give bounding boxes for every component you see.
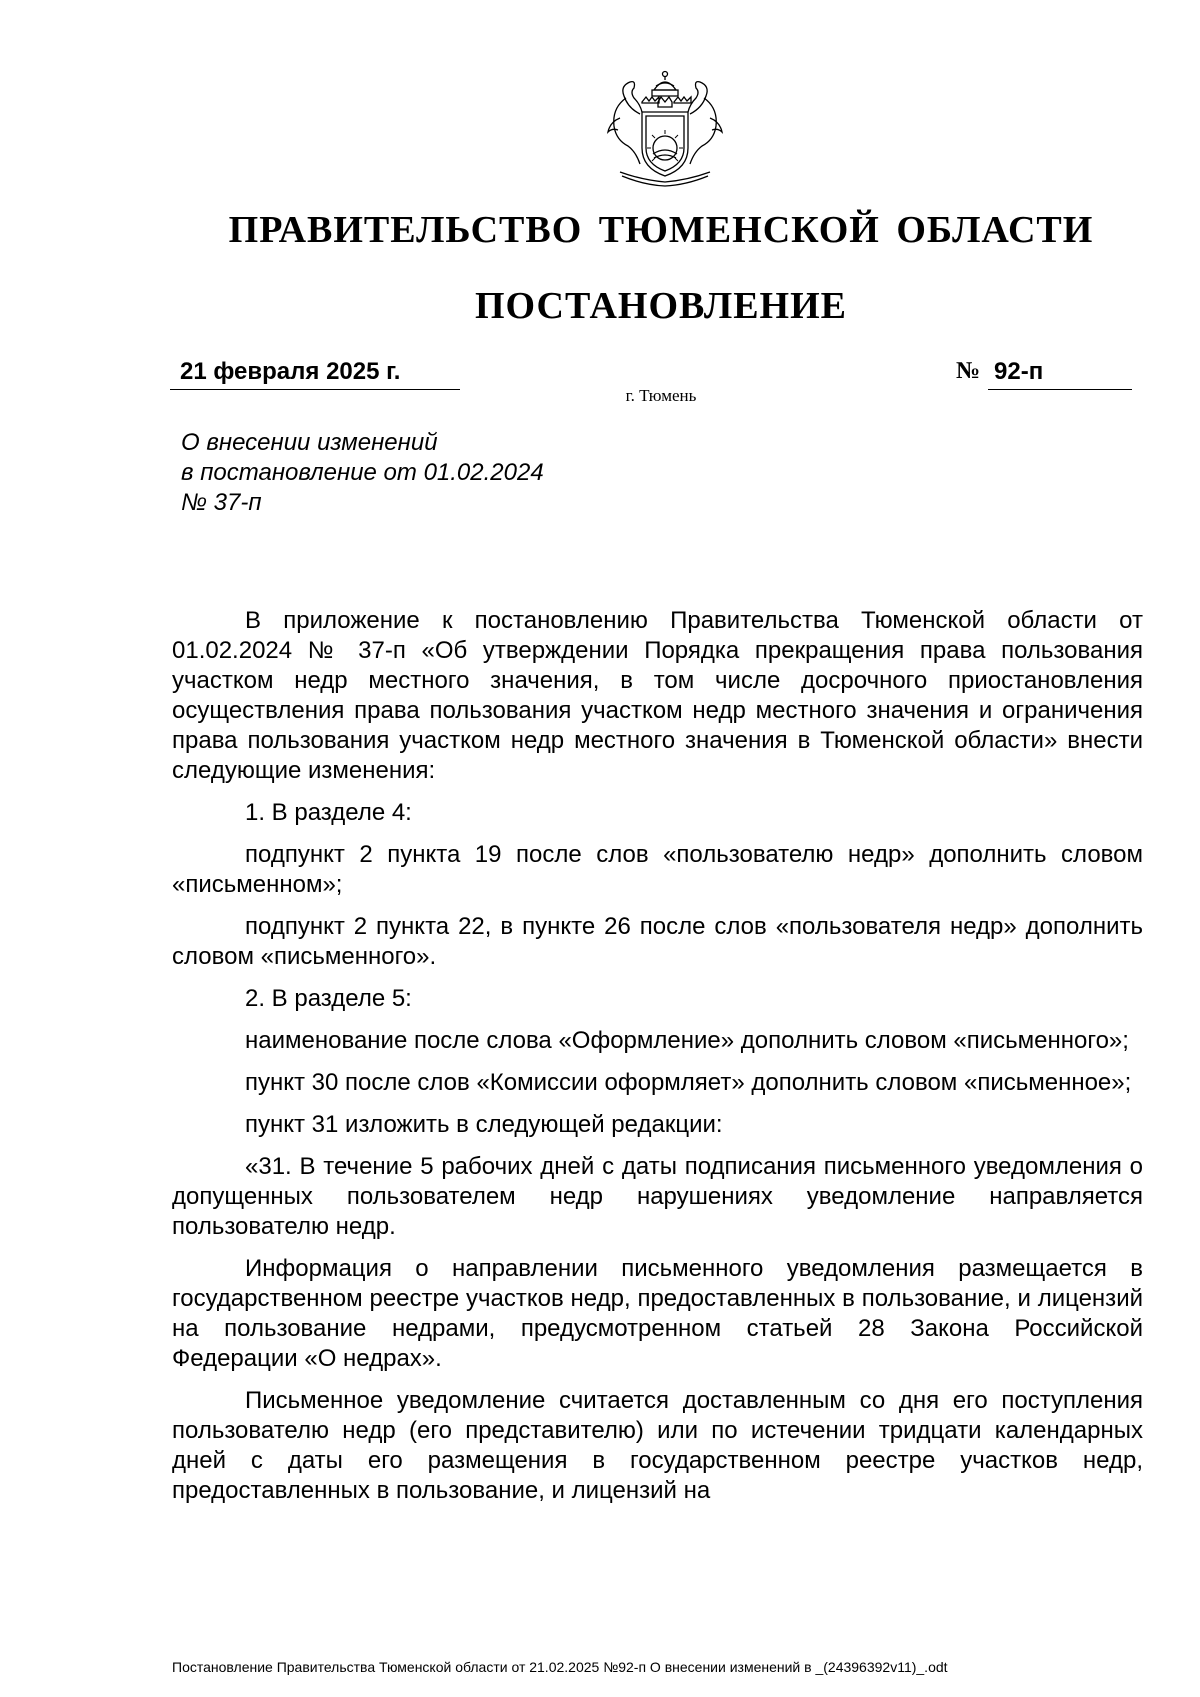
city-label: г. Тюмень (625, 386, 697, 405)
body-paragraph: наименование после слова «Оформление» дополнить словом «письменного»; (245, 1027, 1129, 1054)
organization-title: ПРАВИТЕЛЬСТВО ТЮМЕНСКОЙ ОБЛАСТИ (228, 209, 1094, 251)
number-label: № (956, 358, 981, 384)
body-paragraph: Письменное уведомление считается доставленным со дня его поступления пользователю недр (его представителю) или по истечении тридцати календарных дней с даты его размещения в государственном реестре участков недр, предоставленных в пользование, и лицензий на (172, 1387, 1143, 1504)
document-body (172, 606, 1143, 1506)
body-paragraph: подпункт 2 пункта 19 после слов «пользователю недр» дополнить словом «письменном»; (172, 841, 1143, 898)
document-number: 92-п (994, 358, 1044, 385)
body-paragraph: Информация о направлении письменного уведомления размещается в государственном реестре участков недр, предоставленных в пользование, и лицензий на пользование недрами, предусмотренном статьей 28 Закона Российской Федерации «О недрах». (172, 1255, 1143, 1372)
body-paragraph: пункт 31 изложить в следующей редакции: (245, 1111, 723, 1138)
document-date: 21 февраля 2025 г. (180, 358, 401, 385)
subject-line: № 37-п (181, 489, 262, 516)
subject-line: в постановление от 01.02.2024 (181, 459, 544, 486)
document-number-field (988, 356, 1132, 390)
body-paragraph: В приложение к постановлению Правительства Тюменской области от 01.02.2024 № 37-п «Об утверждении Порядка прекращения права пользования участком недр местного значения, в том числе досрочного приостановления осуществления права пользования участком недр местного значения и ограничения права пользования участком недр местного значения в Тюменской области» внести следующие изменения: (172, 607, 1143, 784)
body-paragraph: «31. В течение 5 рабочих дней с даты подписания письменного уведомления о допущенных пользователем недр нарушениях уведомление направляется пользователю недр. (172, 1153, 1143, 1240)
document-subject (181, 428, 701, 518)
body-paragraph: 2. В разделе 5: (245, 985, 412, 1012)
body-paragraph: 1. В разделе 4: (245, 799, 412, 826)
document-footer: Постановление Правительства Тюменской области от 21.02.2025 №92-п О внесении изменений в _(24396392v11)_.odt (172, 1659, 948, 1675)
subject-line: О внесении изменений (181, 429, 438, 456)
body-paragraph: пункт 30 после слов «Комиссии оформляет» дополнить словом «письменное»; (245, 1069, 1132, 1096)
document-type-title: ПОСТАНОВЛЕНИЕ (474, 285, 848, 327)
body-paragraph: подпункт 2 пункта 22, в пункте 26 после слов «пользователя недр» дополнить словом «письменного». (172, 913, 1143, 970)
coat-of-arms-icon (590, 68, 740, 188)
document-date-field (170, 356, 460, 390)
